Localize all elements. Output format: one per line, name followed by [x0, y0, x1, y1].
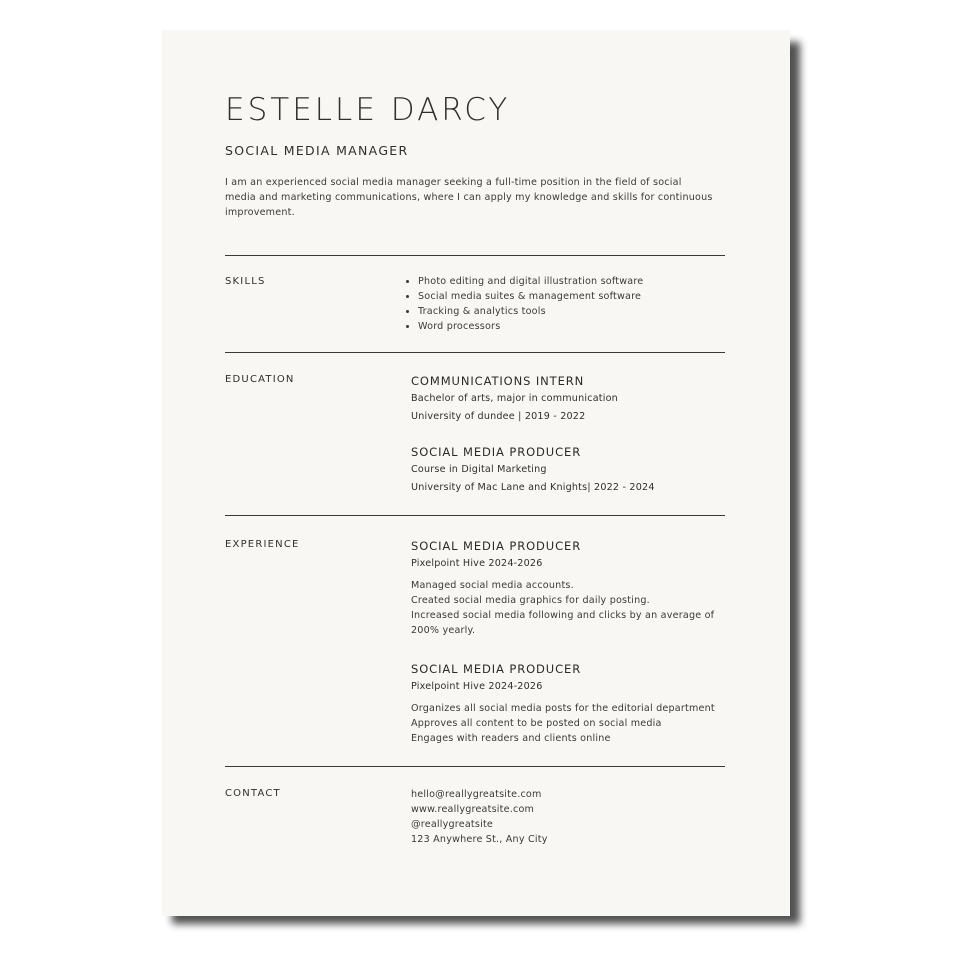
education-school: University of dundee | 2019 - 2022 [411, 411, 586, 422]
divider [225, 352, 725, 353]
experience-details [411, 701, 741, 746]
education-title: COMMUNICATIONS INTERN [411, 374, 585, 388]
education-degree: Course in Digital Marketing [411, 464, 547, 475]
experience-detail: Created social media graphics for daily posting. [411, 595, 650, 606]
contact-email[interactable]: hello@reallygreatsite.com [411, 789, 542, 800]
experience-details [411, 578, 741, 638]
experience-entry [411, 539, 741, 638]
experience-detail: Managed social media accounts. [411, 580, 574, 591]
skill-item: • Word processors [418, 319, 643, 334]
divider [225, 766, 725, 767]
skill-item: • Social media suites & management software [418, 289, 643, 304]
resume-page [162, 30, 790, 916]
education-school: University of Mac Lane and Knights| 2022 - 2024 [411, 482, 655, 493]
experience-title: SOCIAL MEDIA PRODUCER [411, 662, 582, 676]
experience-entry [411, 662, 741, 746]
divider [225, 255, 725, 256]
divider [225, 515, 725, 516]
education-degree: Bachelor of arts, major in communication [411, 393, 618, 404]
candidate-name: ESTELLE DARCY [225, 92, 511, 128]
education-title: SOCIAL MEDIA PRODUCER [411, 445, 582, 459]
education-entry [411, 374, 741, 424]
contact-handle: @reallygreatsite [411, 819, 494, 830]
contact-website[interactable]: www.reallygreatsite.com [411, 804, 535, 815]
experience-detail: Increased social media following and clicks by an average of 200% yearly. [411, 610, 715, 636]
section-label-skills: SKILLS [225, 276, 266, 287]
summary-text: I am an experienced social media manager seeking a full-time position in the field of social media and marketing communications, where I can apply my knowledge and skills for continuous improvement. [225, 177, 713, 218]
education-entry [411, 445, 741, 495]
skill-item: • Photo editing and digital illustration software [418, 274, 643, 289]
experience-company: Pixelpoint Hive 2024-2026 [411, 681, 543, 692]
skill-item: • Tracking & analytics tools [418, 304, 643, 319]
experience-detail: Organizes all social media posts for the editorial department [411, 703, 715, 714]
section-label-experience: EXPERIENCE [225, 539, 300, 550]
section-label-contact: CONTACT [225, 788, 281, 799]
experience-detail: Engages with readers and clients online [411, 733, 611, 744]
candidate-title: SOCIAL MEDIA MANAGER [225, 143, 409, 158]
experience-company: Pixelpoint Hive 2024-2026 [411, 558, 543, 569]
experience-detail: Approves all content to be posted on social media [411, 718, 662, 729]
contact-block [411, 787, 548, 847]
section-label-education: EDUCATION [225, 374, 295, 385]
contact-address: 123 Anywhere St., Any City [411, 834, 548, 845]
skills-list [404, 274, 643, 334]
experience-title: SOCIAL MEDIA PRODUCER [411, 539, 582, 553]
